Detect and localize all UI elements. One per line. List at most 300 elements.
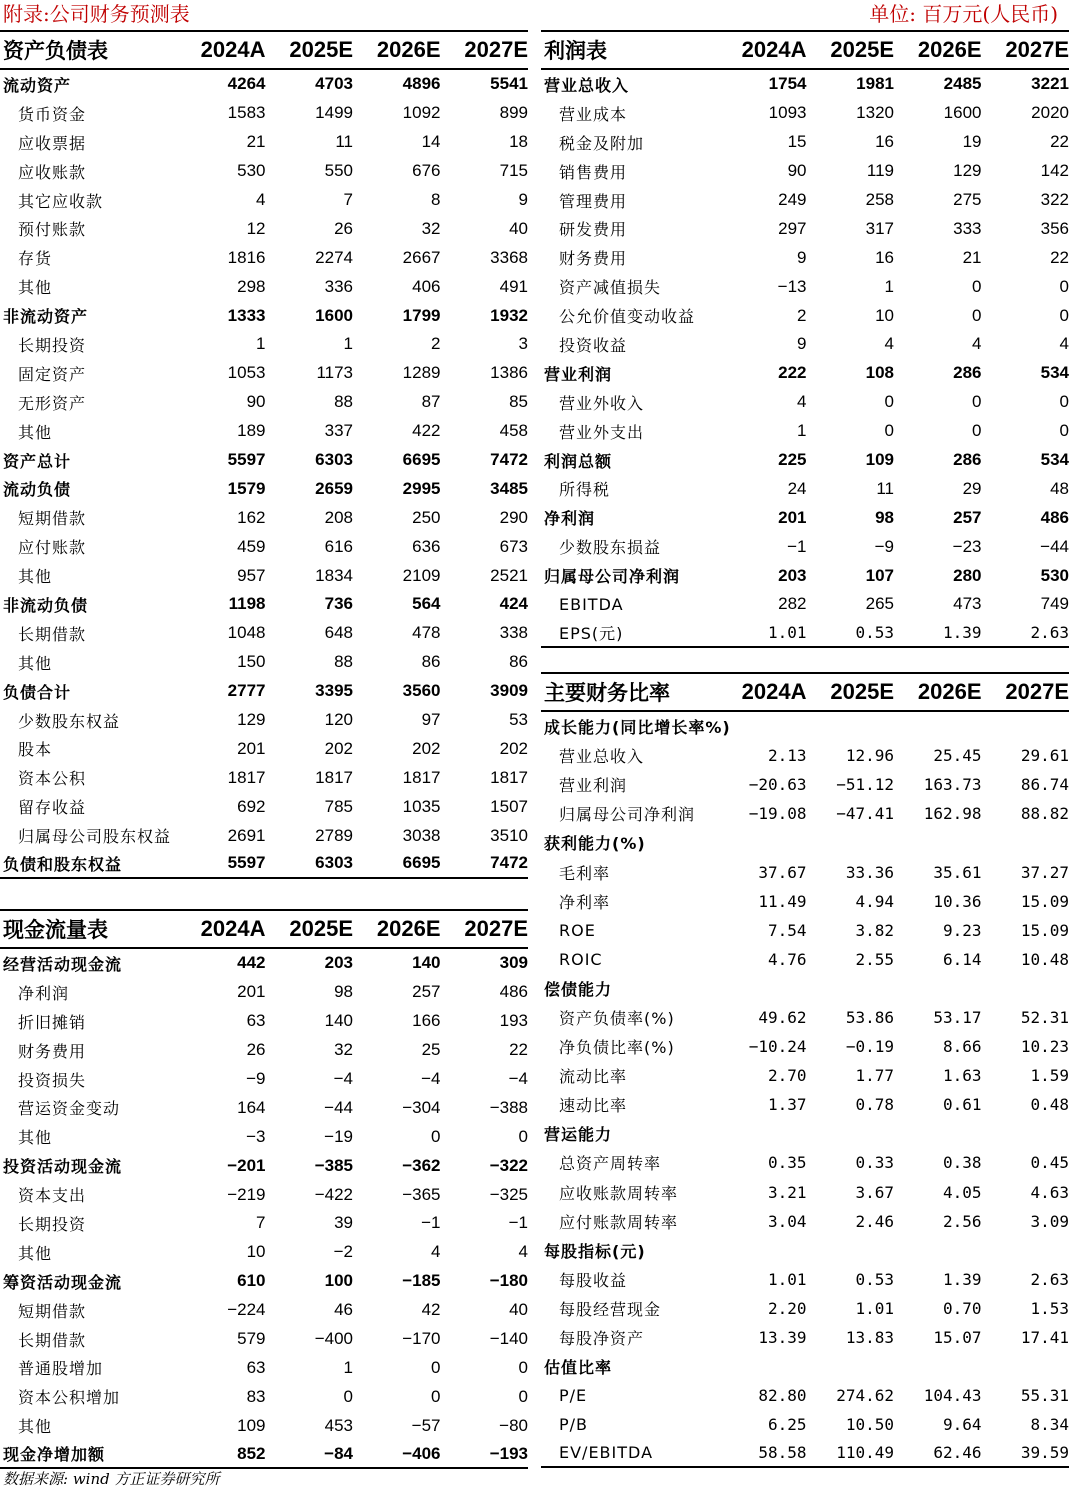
value-cell: 53.17 xyxy=(933,1007,982,1027)
value-cell: 6303 xyxy=(315,853,353,873)
value-cell: 11.49 xyxy=(758,891,807,911)
value-cell: 98 xyxy=(875,507,894,527)
value-cell: 29 xyxy=(962,478,982,498)
value-cell: 37.27 xyxy=(1020,862,1069,882)
value-cell: 2 xyxy=(431,334,441,354)
income-title: 利润表 xyxy=(544,38,607,63)
row-label: 营运资金变动 xyxy=(18,1099,121,1119)
value-cell: 208 xyxy=(324,507,353,527)
value-cell: −84 xyxy=(324,1443,353,1463)
value-cell: −19 xyxy=(324,1126,353,1146)
value-cell: 317 xyxy=(865,218,894,238)
row-label: 少数股东损益 xyxy=(559,538,662,558)
value-cell: 1093 xyxy=(768,103,807,123)
value-cell: 86 xyxy=(421,652,441,672)
value-cell: −20.63 xyxy=(748,775,807,795)
value-cell: 478 xyxy=(412,623,441,643)
value-cell: 109 xyxy=(865,450,894,470)
table-row xyxy=(0,1382,528,1411)
value-cell: 3038 xyxy=(402,825,441,845)
value-cell: 1048 xyxy=(227,623,266,643)
table-row xyxy=(541,1178,1069,1207)
value-cell: 0 xyxy=(518,1357,528,1377)
row-label: 财务费用 xyxy=(18,1041,87,1061)
table-row xyxy=(541,417,1069,446)
value-cell: 40 xyxy=(509,1300,528,1320)
value-cell: 97 xyxy=(421,710,441,730)
row-label: 资本公积增加 xyxy=(18,1388,121,1408)
row-label: 其他 xyxy=(18,278,53,298)
income-statement-table xyxy=(541,30,1069,648)
value-cell: 26 xyxy=(246,1040,266,1060)
row-label: 资产减值损失 xyxy=(559,278,662,298)
value-cell: 530 xyxy=(1040,565,1069,585)
value-cell: 150 xyxy=(237,652,266,672)
value-cell: 4.94 xyxy=(855,891,894,911)
table-row xyxy=(0,1007,528,1036)
value-cell: 2.63 xyxy=(1030,1269,1069,1289)
table-row xyxy=(541,741,1069,770)
value-cell: 83 xyxy=(246,1386,266,1406)
value-cell: 32 xyxy=(421,218,441,238)
balance-sheet-table xyxy=(0,30,528,879)
table-row xyxy=(0,1296,528,1325)
value-cell: 0 xyxy=(343,1386,353,1406)
value-cell: 275 xyxy=(953,190,982,209)
value-cell: 1583 xyxy=(227,103,266,123)
value-cell: 2.20 xyxy=(767,1298,807,1318)
value-cell: 899 xyxy=(499,103,528,123)
value-cell: 579 xyxy=(237,1329,266,1349)
value-cell: 4703 xyxy=(315,74,353,94)
row-label: 研发费用 xyxy=(559,220,628,240)
row-label: 每股收益 xyxy=(559,1270,628,1290)
value-cell: 2521 xyxy=(490,565,528,585)
value-cell: 258 xyxy=(865,190,894,209)
value-cell: −3 xyxy=(246,1126,266,1146)
value-cell: −400 xyxy=(314,1329,353,1349)
row-label: 利润总额 xyxy=(544,451,613,471)
value-cell: 42 xyxy=(421,1300,441,1320)
value-cell: −4 xyxy=(333,1069,353,1088)
row-label: 营业总收入 xyxy=(559,747,645,767)
cashflow-title: 现金流量表 xyxy=(3,917,108,942)
value-cell: −44 xyxy=(324,1097,353,1117)
value-cell: 0.38 xyxy=(942,1153,982,1173)
value-cell: 18 xyxy=(509,132,528,152)
value-cell: 25 xyxy=(421,1040,441,1060)
value-cell: 1 xyxy=(884,276,894,296)
value-cell: 1.77 xyxy=(855,1066,894,1086)
row-label: 成长能力(同比增长率%) xyxy=(544,718,731,738)
value-cell: 333 xyxy=(953,218,982,238)
table-row xyxy=(541,1148,1069,1177)
value-cell: 8.34 xyxy=(1030,1415,1069,1435)
value-cell: −9 xyxy=(874,536,894,556)
value-cell: 15.09 xyxy=(1020,920,1069,940)
year-header: 2027E xyxy=(1005,37,1069,62)
row-label: ROE xyxy=(559,920,596,940)
row-label: 资产负债率(%) xyxy=(559,1008,675,1028)
value-cell: 1932 xyxy=(490,305,528,325)
value-cell: 3 xyxy=(518,334,528,354)
table-row xyxy=(541,1294,1069,1323)
value-cell: 4.05 xyxy=(942,1182,982,1202)
row-label: 短期借款 xyxy=(18,509,87,529)
table-row xyxy=(541,1323,1069,1352)
table-row xyxy=(0,1065,528,1094)
value-cell: 0.70 xyxy=(942,1298,982,1318)
value-cell: 202 xyxy=(324,738,353,758)
value-cell: 0 xyxy=(518,1126,528,1146)
table-row xyxy=(541,503,1069,532)
year-header: 2026E xyxy=(376,37,441,62)
row-label: 负债合计 xyxy=(3,682,72,702)
table-row xyxy=(0,446,528,475)
row-label: 管理费用 xyxy=(559,191,628,211)
value-cell: 534 xyxy=(1040,363,1069,383)
table-row xyxy=(0,301,528,330)
row-label: 净利率 xyxy=(559,892,611,912)
table-row xyxy=(541,243,1069,272)
value-cell: 0.53 xyxy=(855,1269,894,1289)
value-cell: 35.61 xyxy=(933,862,982,882)
value-cell: 424 xyxy=(499,594,528,614)
table-row xyxy=(541,712,1069,741)
row-label: P/E xyxy=(559,1386,588,1406)
value-cell: 676 xyxy=(412,161,441,181)
value-cell: 19 xyxy=(962,132,982,152)
value-cell: 7472 xyxy=(490,853,528,873)
value-cell: −193 xyxy=(489,1443,528,1463)
value-cell: 9 xyxy=(797,247,807,267)
table-row xyxy=(0,99,528,128)
value-cell: 0.45 xyxy=(1030,1153,1069,1173)
value-cell: −0.19 xyxy=(845,1037,894,1057)
year-header: 2025E xyxy=(289,916,353,941)
value-cell: 202 xyxy=(499,738,528,758)
value-cell: 1817 xyxy=(227,767,266,787)
value-cell: 3560 xyxy=(402,681,441,701)
table-row xyxy=(0,359,528,388)
value-cell: 473 xyxy=(953,594,982,614)
value-cell: 257 xyxy=(412,982,441,1002)
value-cell: −365 xyxy=(402,1184,441,1204)
row-label: 营业利润 xyxy=(544,364,613,384)
cash-flow-table xyxy=(0,909,528,1469)
row-label: 货币资金 xyxy=(18,104,87,124)
row-label: 其他 xyxy=(18,1243,53,1263)
value-cell: 3.67 xyxy=(855,1182,894,1202)
table-row xyxy=(0,1093,528,1122)
table-row xyxy=(0,734,528,763)
value-cell: 715 xyxy=(499,161,528,181)
value-cell: 39.59 xyxy=(1020,1443,1069,1463)
value-cell: 0 xyxy=(431,1386,441,1406)
row-label: 短期借款 xyxy=(18,1301,87,1321)
value-cell: 1.63 xyxy=(942,1066,982,1086)
value-cell: 86.74 xyxy=(1020,775,1069,795)
value-cell: 442 xyxy=(237,953,266,973)
value-cell: 0 xyxy=(431,1357,441,1377)
table-row xyxy=(541,1032,1069,1061)
row-label: 现金净增加额 xyxy=(3,1445,106,1465)
value-cell: 33.36 xyxy=(845,862,894,882)
row-label: 营业成本 xyxy=(559,104,628,124)
value-cell: 22 xyxy=(509,1040,528,1060)
value-cell: −1 xyxy=(508,1213,528,1233)
row-label: 经营活动现金流 xyxy=(3,954,123,974)
value-cell: 4 xyxy=(1059,334,1069,354)
value-cell: 3.04 xyxy=(767,1211,807,1231)
table-row xyxy=(541,1381,1069,1410)
value-cell: 282 xyxy=(778,594,807,614)
value-cell: 250 xyxy=(412,507,441,527)
value-cell: 10.50 xyxy=(845,1415,894,1435)
table-row xyxy=(541,1003,1069,1032)
value-cell: 2995 xyxy=(402,478,441,498)
row-label: 资本支出 xyxy=(18,1186,87,1206)
row-label: 留存收益 xyxy=(18,798,87,818)
value-cell: 9 xyxy=(797,334,807,354)
value-cell: −362 xyxy=(402,1155,441,1175)
row-label: 税金及附加 xyxy=(559,133,645,153)
value-cell: 29.61 xyxy=(1020,746,1069,766)
value-cell: 0 xyxy=(972,421,982,441)
table-row xyxy=(0,1180,528,1209)
value-cell: 62.46 xyxy=(933,1443,982,1463)
year-header: 2026E xyxy=(917,679,982,704)
value-cell: 4 xyxy=(797,392,807,412)
value-cell: −1 xyxy=(421,1213,441,1233)
value-cell: 1289 xyxy=(402,363,441,383)
table-row xyxy=(0,503,528,532)
value-cell: 86 xyxy=(509,652,528,672)
row-label: 长期投资 xyxy=(18,1214,87,1234)
value-cell: 4 xyxy=(884,334,894,354)
value-cell: −185 xyxy=(402,1271,441,1291)
value-cell: 1386 xyxy=(490,363,528,383)
table-row xyxy=(541,474,1069,503)
data-source-note: 数据来源: wind 方正证券研究所 xyxy=(3,1470,220,1488)
value-cell: 90 xyxy=(787,161,807,181)
value-cell: 1.53 xyxy=(1030,1298,1069,1318)
value-cell: 1198 xyxy=(228,594,266,614)
value-cell: 2789 xyxy=(315,825,353,845)
row-label: 应收账款周转率 xyxy=(559,1183,679,1203)
value-cell: 1 xyxy=(797,421,807,441)
row-label: 公允价值变动收益 xyxy=(559,307,696,327)
row-label: 预付账款 xyxy=(18,220,87,240)
table-row xyxy=(541,214,1069,243)
table-row xyxy=(0,561,528,590)
value-cell: 24 xyxy=(787,478,807,498)
value-cell: 257 xyxy=(953,507,982,527)
value-cell: 2659 xyxy=(315,478,353,498)
value-cell: 0 xyxy=(972,276,982,296)
value-cell: 1817 xyxy=(490,767,528,787)
row-label: 其他 xyxy=(18,1128,53,1148)
financial-ratios-table xyxy=(541,672,1069,1468)
value-cell: 1 xyxy=(343,334,353,354)
table-row xyxy=(0,792,528,821)
value-cell: −4 xyxy=(508,1069,528,1088)
value-cell: 2274 xyxy=(315,247,353,267)
value-cell: 1600 xyxy=(943,103,982,123)
value-cell: 203 xyxy=(324,953,353,973)
value-cell: 4.76 xyxy=(767,949,807,969)
table-row xyxy=(541,974,1069,1003)
value-cell: 736 xyxy=(324,594,353,614)
table-row xyxy=(541,828,1069,857)
value-cell: 1499 xyxy=(315,103,353,123)
table-row xyxy=(541,99,1069,128)
value-cell: 0 xyxy=(1059,392,1069,412)
value-cell: −385 xyxy=(314,1155,353,1175)
table-row xyxy=(0,1122,528,1151)
value-cell: 225 xyxy=(778,450,807,470)
table-row xyxy=(0,1353,528,1382)
value-cell: 0 xyxy=(1059,276,1069,296)
value-cell: 491 xyxy=(499,276,528,296)
value-cell: 163.73 xyxy=(923,775,982,795)
value-cell: 2667 xyxy=(402,247,441,267)
value-cell: 3395 xyxy=(315,681,353,701)
value-cell: 4.63 xyxy=(1030,1182,1069,1202)
value-cell: 1817 xyxy=(315,767,353,787)
table-row xyxy=(0,330,528,359)
value-cell: −140 xyxy=(489,1329,528,1349)
table-row xyxy=(0,157,528,186)
row-label: 无形资产 xyxy=(18,393,87,413)
row-label: P/B xyxy=(559,1415,589,1435)
value-cell: −19.08 xyxy=(748,804,807,824)
value-cell: 1 xyxy=(256,334,266,354)
row-label: 负债和股东权益 xyxy=(3,854,123,874)
value-cell: 193 xyxy=(499,1011,528,1031)
row-label: 投资活动现金流 xyxy=(3,1157,123,1177)
year-header: 2027E xyxy=(464,37,528,62)
value-cell: 280 xyxy=(953,565,982,585)
row-label: 财务费用 xyxy=(559,249,628,269)
row-label: 营业总收入 xyxy=(544,75,630,95)
value-cell: 0 xyxy=(1059,421,1069,441)
value-cell: 564 xyxy=(412,594,441,614)
table-row xyxy=(541,799,1069,828)
row-label: 每股经营现金 xyxy=(559,1299,662,1319)
value-cell: 616 xyxy=(324,536,353,556)
value-cell: 25.45 xyxy=(933,746,982,766)
value-cell: 9 xyxy=(518,190,528,209)
value-cell: −9 xyxy=(246,1069,266,1088)
value-cell: 0 xyxy=(972,392,982,412)
value-cell: 129 xyxy=(953,161,982,181)
value-cell: 673 xyxy=(499,536,528,556)
row-label: 营业利润 xyxy=(559,776,628,796)
value-cell: −224 xyxy=(227,1300,266,1320)
value-cell: 6695 xyxy=(402,450,441,470)
table-row xyxy=(0,1238,528,1267)
value-cell: 749 xyxy=(1040,594,1069,614)
table-row xyxy=(0,186,528,215)
value-cell: 140 xyxy=(412,953,441,973)
value-cell: −180 xyxy=(489,1271,528,1291)
value-cell: 1173 xyxy=(316,363,353,383)
value-cell: 120 xyxy=(324,710,353,730)
table-row xyxy=(0,1267,528,1296)
value-cell: 286 xyxy=(953,450,982,470)
value-cell: 98 xyxy=(334,982,353,1002)
row-label: 每股指标(元) xyxy=(544,1241,646,1261)
table-row xyxy=(0,417,528,446)
value-cell: 6.14 xyxy=(942,949,982,969)
value-cell: 4 xyxy=(431,1242,441,1262)
value-cell: 1834 xyxy=(315,565,353,585)
value-cell: 15.07 xyxy=(933,1328,982,1348)
value-cell: 6695 xyxy=(402,853,441,873)
value-cell: 22 xyxy=(1050,247,1069,267)
row-label: 净负债比率(%) xyxy=(559,1038,675,1058)
table-row xyxy=(541,1439,1069,1468)
table-row xyxy=(0,1411,528,1440)
value-cell: 337 xyxy=(324,421,353,441)
value-cell: −170 xyxy=(402,1329,441,1349)
table-row xyxy=(541,70,1069,99)
value-cell: −325 xyxy=(489,1184,528,1204)
value-cell: 1816 xyxy=(227,247,266,267)
table-row xyxy=(0,1036,528,1065)
value-cell: 9.23 xyxy=(942,920,982,940)
value-cell: −201 xyxy=(227,1155,266,1175)
value-cell: 0.53 xyxy=(855,622,894,642)
value-cell: 1320 xyxy=(856,103,894,123)
value-cell: 48 xyxy=(1050,478,1069,498)
value-cell: 6303 xyxy=(315,450,353,470)
value-cell: 1.01 xyxy=(855,1298,894,1318)
value-cell: 58.58 xyxy=(758,1443,807,1463)
row-label: 营业外支出 xyxy=(559,422,645,442)
value-cell: 119 xyxy=(866,161,894,181)
value-cell: 5597 xyxy=(227,853,266,873)
value-cell: 648 xyxy=(324,623,353,643)
value-cell: −10.24 xyxy=(748,1037,807,1057)
table-row xyxy=(0,1325,528,1354)
value-cell: 1092 xyxy=(402,103,441,123)
row-label: 股本 xyxy=(18,740,53,760)
value-cell: 9.64 xyxy=(942,1415,982,1435)
value-cell: 2777 xyxy=(227,681,266,701)
balance-header xyxy=(0,30,528,70)
value-cell: 4 xyxy=(972,334,982,354)
value-cell: 2.55 xyxy=(855,949,894,969)
row-label: 固定资产 xyxy=(18,364,87,384)
table-row xyxy=(541,619,1069,648)
value-cell: 85 xyxy=(509,392,528,412)
balance-title: 资产负债表 xyxy=(3,38,108,63)
row-label: 获利能力(%) xyxy=(544,834,646,854)
value-cell: 7.54 xyxy=(767,920,807,940)
year-header: 2027E xyxy=(1005,679,1069,704)
row-label: 投资损失 xyxy=(18,1070,87,1090)
value-cell: −23 xyxy=(952,536,982,556)
value-cell: 14 xyxy=(421,132,441,152)
table-row xyxy=(0,619,528,648)
value-cell: 2020 xyxy=(1031,103,1069,123)
table-row xyxy=(541,590,1069,619)
value-cell: 2691 xyxy=(227,825,266,845)
table-row xyxy=(0,70,528,99)
value-cell: 189 xyxy=(237,421,266,441)
